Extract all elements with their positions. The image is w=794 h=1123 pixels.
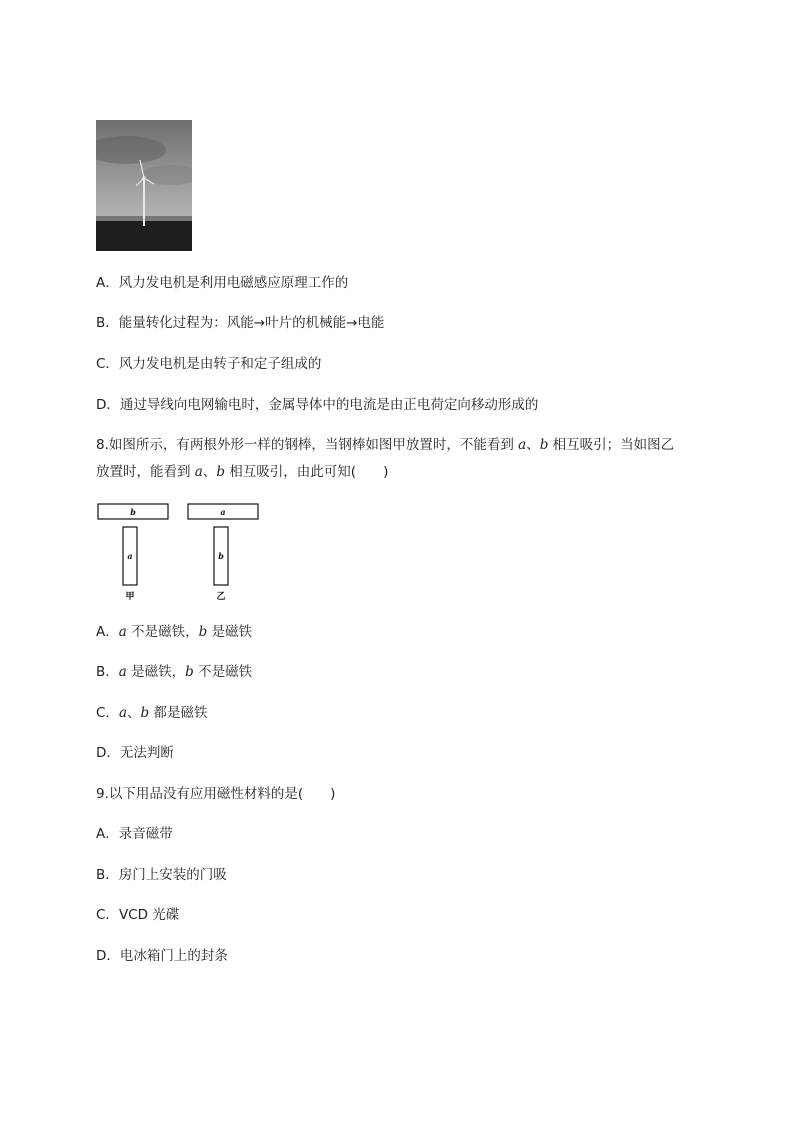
yi-horizontal-bar-label: a	[220, 507, 226, 517]
jia-vertical-bar-label: a	[127, 551, 133, 561]
q8-option-d: D．无法判断	[96, 745, 174, 761]
q8-option-a: A．a 不是磁铁，b 是磁铁	[96, 624, 253, 640]
yi-caption: 乙	[216, 592, 226, 602]
q8-option-b: B．a 是磁铁，b 不是磁铁	[96, 664, 253, 680]
q8-stem-line1: 8.如图所示，有两根外形一样的钢棒，当钢棒如图甲放置时，不能看到 a、b 相互吸引；当如图乙	[96, 437, 675, 453]
q9-option-a: A．录音磁带	[96, 826, 173, 842]
q9-stem: 9.以下用品没有应用磁性材料的是( )	[96, 786, 336, 802]
q7-option-b: B．能量转化过程为：风能→叶片的机械能→电能	[96, 315, 385, 331]
q7-option-d: D．通过导线向电网输电时，金属导体中的电流是由正电荷定向移动形成的	[96, 397, 539, 413]
q9-option-d: D．电冰箱门上的封条	[96, 948, 228, 964]
wind-turbine-photo	[96, 120, 192, 251]
q8-option-c: C．a、b 都是磁铁	[96, 705, 208, 721]
q7-option-a: A．风力发电机是利用电磁感应原理工作的	[96, 275, 349, 291]
q9-option-b: B．房门上安装的门吸	[96, 867, 227, 883]
jia-caption: 甲	[125, 592, 135, 602]
yi-vertical-bar-label: b	[218, 551, 224, 561]
jia-horizontal-bar-label: b	[130, 507, 136, 517]
q7-option-c: C．风力发电机是由转子和定子组成的	[96, 356, 322, 372]
figure-jia	[98, 504, 168, 602]
q8-stem-line2: 放置时，能看到 a、b 相互吸引，由此可知( )	[96, 464, 389, 480]
q9-option-c: C．VCD 光碟	[96, 907, 180, 923]
figure-yi	[188, 504, 258, 602]
steel-bars-figure	[96, 500, 266, 604]
